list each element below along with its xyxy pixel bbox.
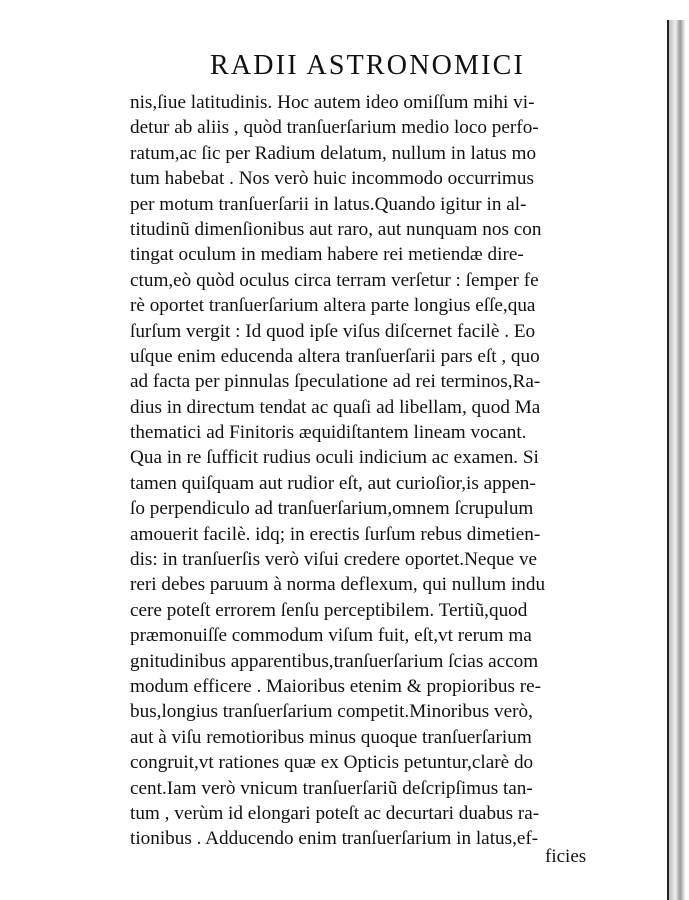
text-line: tingat oculum in mediam habere rei metiendæ dire-: [130, 244, 524, 266]
text-line: nis,ſiue latitudinis. Hoc autem ideo omiſſum mihi vi-: [130, 92, 535, 113]
running-head: RADII ASTRONOMICI: [210, 50, 526, 81]
text-line: tamen quiſquam aut rudior eſt, aut curioſior,is appen-: [130, 472, 536, 494]
text-line: detur ab aliis , quòd tranſuerſarium medio loco perfo-: [130, 117, 539, 139]
text-line: cere poteſt errorem ſenſu perceptibilem. Tertiũ,quod: [130, 599, 528, 621]
text-line: per motum tranſuerſarii in latus.Quando igitur in al-: [130, 193, 527, 215]
text-line: amouerit facilè. idq; in erectis ſurſum rebus dimetien-: [130, 523, 541, 545]
text-line: tionibus . Adducendo enim tranſuerſarium in latus,ef-: [130, 828, 539, 850]
text-line: bus,longius tranſuerſarium competit.Minoribus verò,: [130, 701, 533, 723]
text-line: gnitudinibus apparentibus,tranſuerſarium ſcias accom: [130, 650, 539, 672]
text-line: Qua in re ſufficit rudius oculi indicium ac examen. Si: [130, 447, 539, 469]
text-line: ctum,eò quòd oculus circa terram verſetur : ſemper fe: [130, 269, 539, 291]
text-line: ad facta per pinnulas ſpeculatione ad rei terminos,Ra-: [130, 371, 541, 393]
text-line: ratum,ac ſic per Radium delatum, nullum in latus mo: [130, 142, 537, 164]
text-line: titudinũ dimenſionibus aut raro, aut nunquam nos con: [130, 218, 542, 240]
text-line: uſque enim educenda altera tranſuerſarii pars eſt , quo: [130, 345, 540, 367]
text-line: modum efficere . Maioribus etenim & propioribus re-: [130, 675, 542, 697]
body-text: [130, 90, 600, 852]
text-line: tum habebat . Nos verò huic incommodo occurrimus: [130, 168, 534, 190]
text-line: rè oportet tranſuerſarium altera parte longius eſſe,qua: [130, 295, 536, 317]
text-line: tum , verùm id elongari poteſt ac decurtari duabus ra-: [130, 802, 540, 824]
text-line: aut à viſu remotioribus minus quoque tranſuerſarium: [130, 726, 532, 748]
catchword: ficies: [545, 846, 587, 867]
page-edge: [667, 20, 685, 900]
text-line: ſo perpendiculo ad tranſuerſarium,omnem ſcrupulum: [130, 498, 534, 520]
text-line: præmonuiſſe commodum viſum fuit, eſt,vt rerum ma: [130, 625, 532, 647]
text-line: cent.Iam verò vnicum tranſuerſariũ deſcripſimus tan-: [130, 777, 533, 799]
text-line: dis: in tranſuerſis verò viſui credere oportet.Neque ve: [130, 549, 538, 571]
text-line: dius in directum tendat ac quaſi ad libellam, quod Ma: [130, 396, 541, 418]
text-line: congruit,vt rationes quæ ex Opticis petuntur,clarè do: [130, 752, 534, 774]
text-line: ſurſum vergit : Id quod ipſe viſus diſcernet facilè . Eo: [130, 320, 536, 342]
text-line: reri debes paruum à norma deflexum, qui nullum indu: [130, 574, 546, 596]
text-line: thematici ad Finitoris æquidiſtantem lineam vocant.: [130, 422, 527, 444]
